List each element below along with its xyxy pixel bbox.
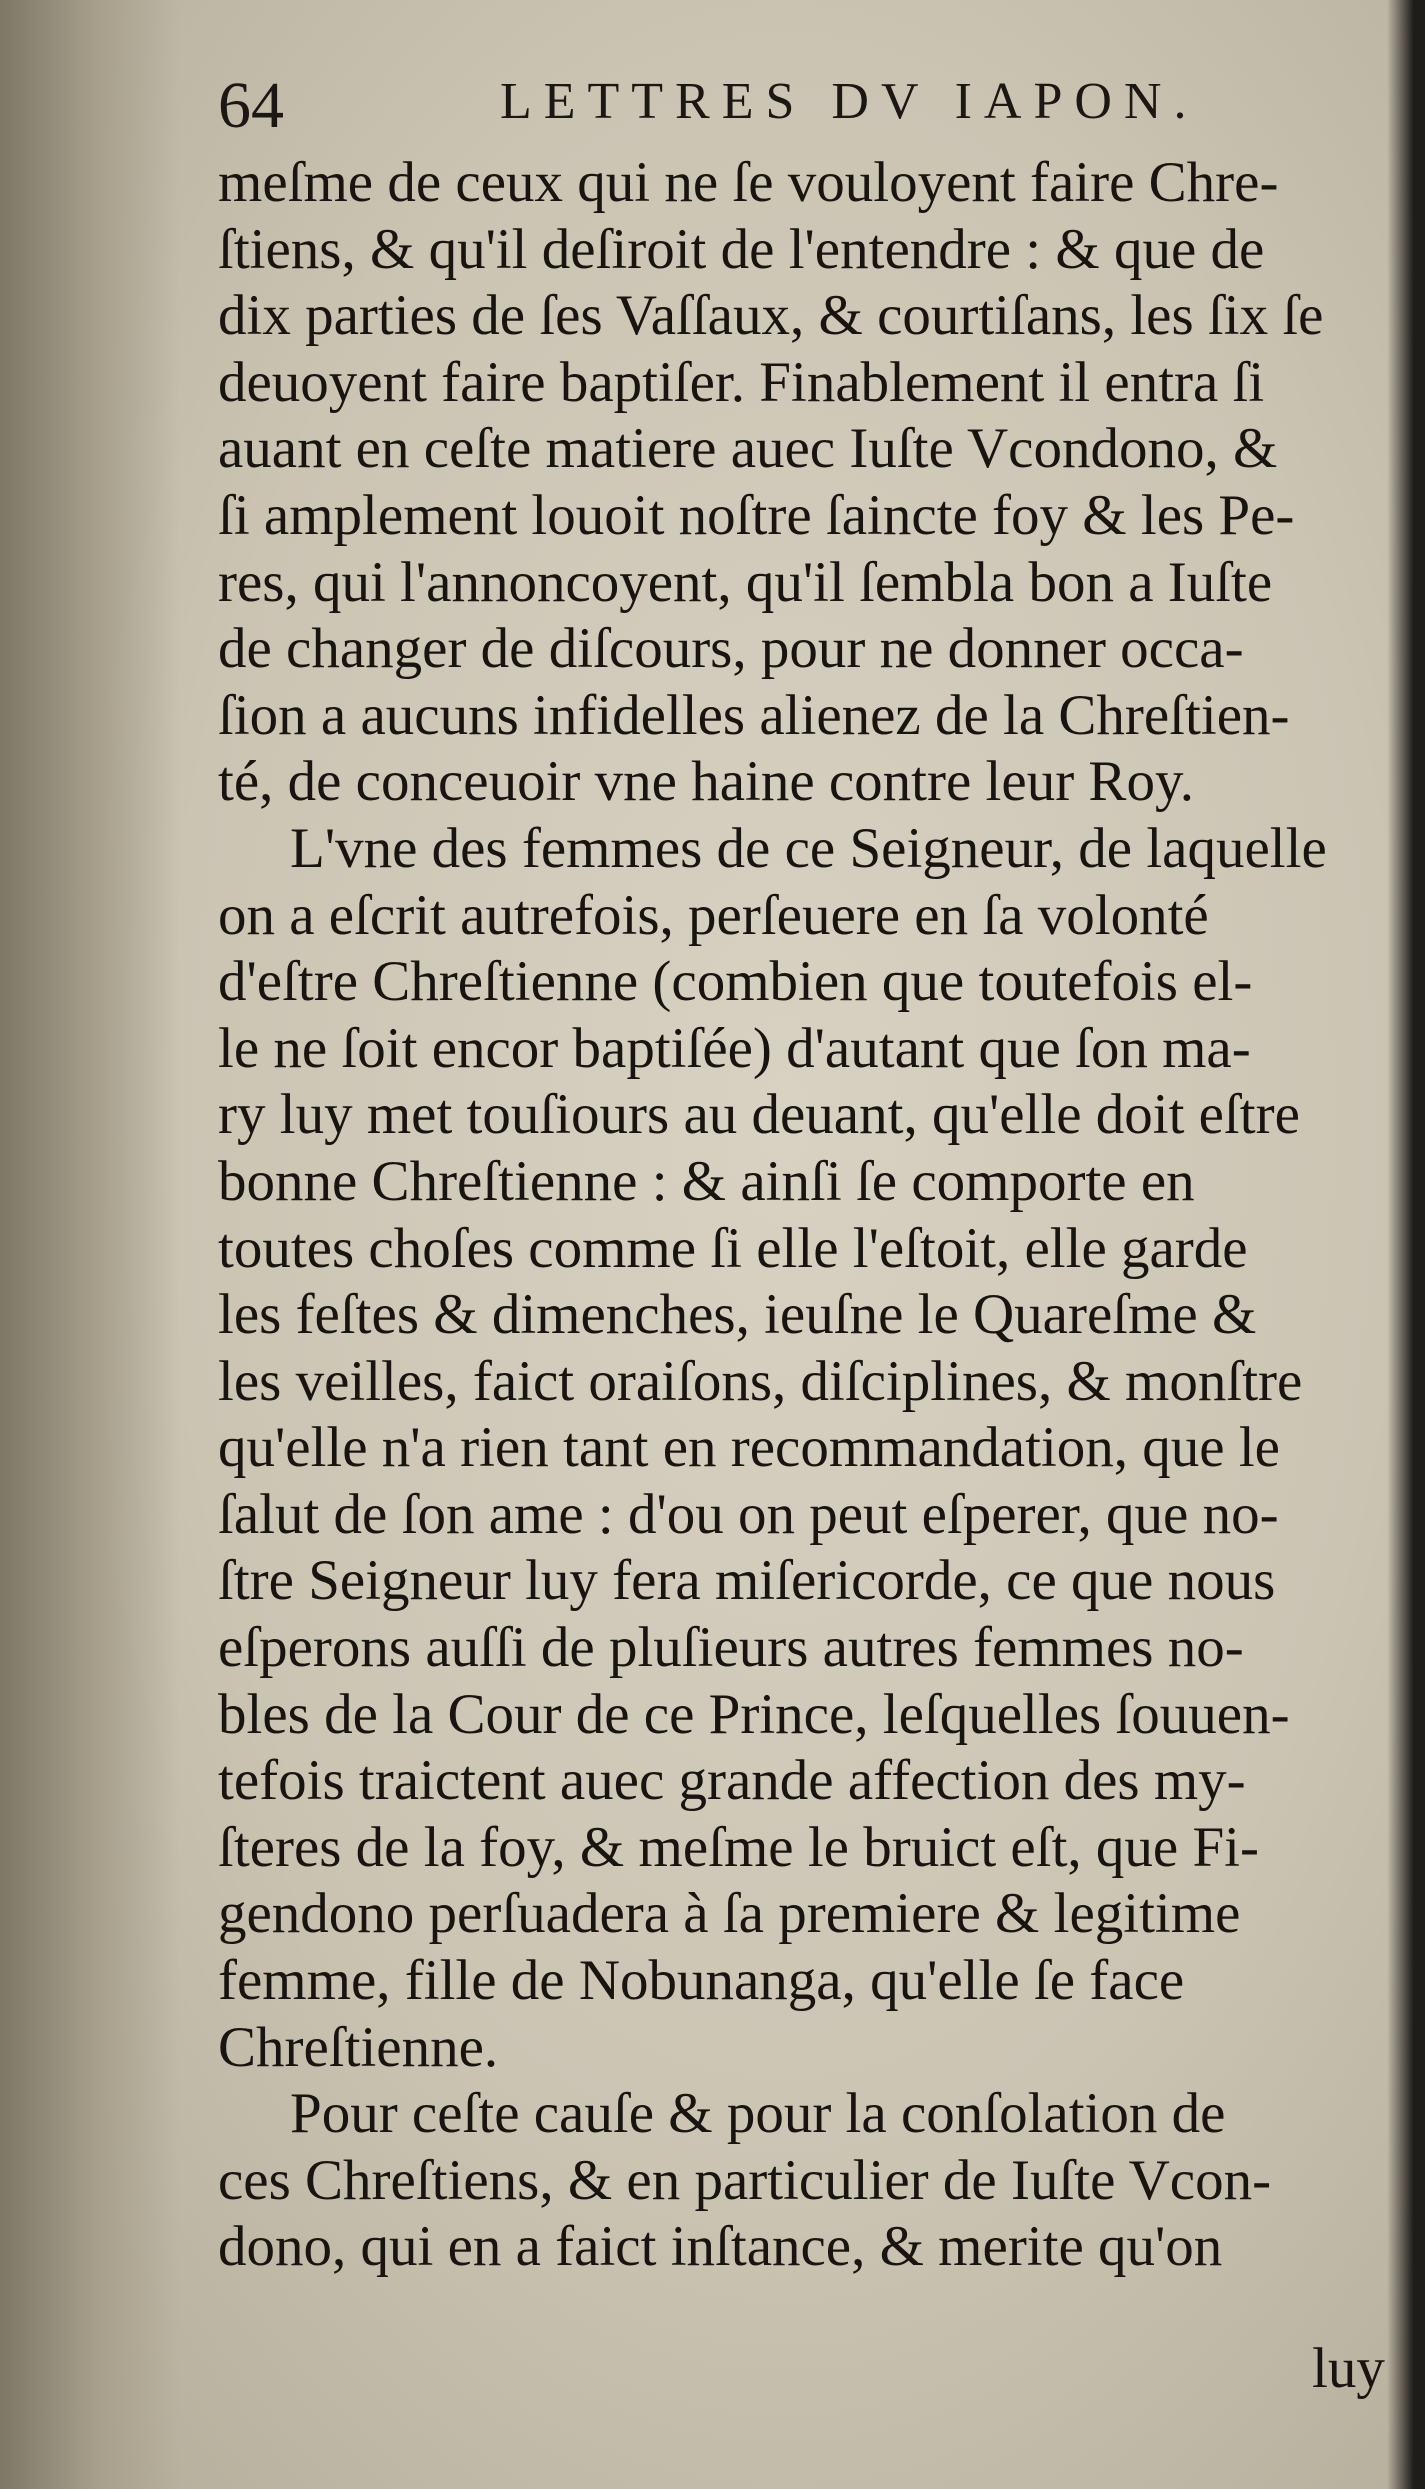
text-line: té, de conceuoir vne haine contre leur Roy. [218, 750, 1194, 814]
page-number: 64 [218, 69, 284, 142]
text-line: ſtre Seigneur luy fera miſericorde, ce que nous [218, 1549, 1276, 1613]
text-line: deuoyent faire baptiſer. Finablement il entra ſi [218, 350, 1265, 414]
paragraph-start-line: Pour ceſte cauſe & pour la conſolation de [290, 2082, 1226, 2146]
text-line: les feſtes & dimenches, ieuſne le Quareſme & [218, 1283, 1257, 1347]
running-title: LETTRES DV IAPON. [500, 73, 1199, 130]
text-line: ſteres de la foy, & meſme le bruict eſt, que Fi- [218, 1815, 1259, 1879]
text-line: ſalut de ſon ame : d'ou on peut eſperer, que no- [218, 1482, 1279, 1546]
text-line: bles de la Cour de ce Prince, leſquelles ſouuen- [218, 1682, 1290, 1746]
page-header [218, 68, 1218, 148]
text-line: Chreſtienne. [218, 2015, 499, 2079]
text-line: dono, qui en a faict inſtance, & merite qu'on [218, 2215, 1223, 2279]
body-text [218, 150, 1398, 2281]
text-line: ces Chreſtiens, & en particulier de Iuſte Vcon- [218, 2148, 1272, 2212]
text-line: tefois traictent auec grande affection des my- [218, 1749, 1246, 1813]
text-line: femme, fille de Nobunanga, qu'elle ſe face [218, 1949, 1185, 2013]
text-line: ry luy met touſiours au deuant, qu'elle doit eſtre [218, 1083, 1300, 1147]
text-line: on a eſcrit autrefois, perſeuere en ſa volonté [218, 883, 1209, 947]
text-line: eſperons auſſi de pluſieurs autres femmes no- [218, 1616, 1244, 1680]
text-line: dix parties de ſes Vaſſaux, & courtiſans, les ſix ſe [218, 284, 1324, 348]
gutter-shadow [0, 0, 180, 2489]
text-line: bonne Chreſtienne : & ainſi ſe comporte en [218, 1149, 1195, 1213]
text-line: les veilles, faict oraiſons, diſciplines, & monſtre [218, 1349, 1303, 1413]
text-line: ſion a aucuns infidelles alienez de la Chreſtien- [218, 683, 1290, 747]
text-line: ſi amplement louoit noſtre ſaincte foy & les Pe- [218, 483, 1295, 547]
paragraph-start-line: L'vne des femmes de ce Seigneur, de laquelle [290, 816, 1327, 880]
text-line: res, qui l'annoncoyent, qu'il ſembla bon a Iuſte [218, 550, 1273, 614]
text-line: de changer de diſcours, pour ne donner occa- [218, 617, 1244, 681]
text-line: meſme de ceux qui ne ſe vouloyent faire Chre- [218, 151, 1279, 214]
text-line: ſtiens, & qu'il deſiroit de l'entendre : & que de [218, 217, 1265, 281]
text-line: le ne ſoit encor baptiſée) d'autant que ſon ma- [218, 1016, 1251, 1080]
text-line: auant en ceſte matiere auec Iuſte Vcondono, & [218, 417, 1278, 481]
text-line: d'eſtre Chreſtienne (combien que toutefois el- [218, 950, 1253, 1014]
text-line: qu'elle n'a rien tant en recommandation, que le [218, 1416, 1280, 1480]
text-line: gendono perſuadera à ſa premiere & legitime [218, 1882, 1241, 1946]
text-line: toutes choſes comme ſi elle l'eſtoit, elle garde [218, 1216, 1248, 1280]
catchword: luy [1312, 2337, 1385, 2400]
